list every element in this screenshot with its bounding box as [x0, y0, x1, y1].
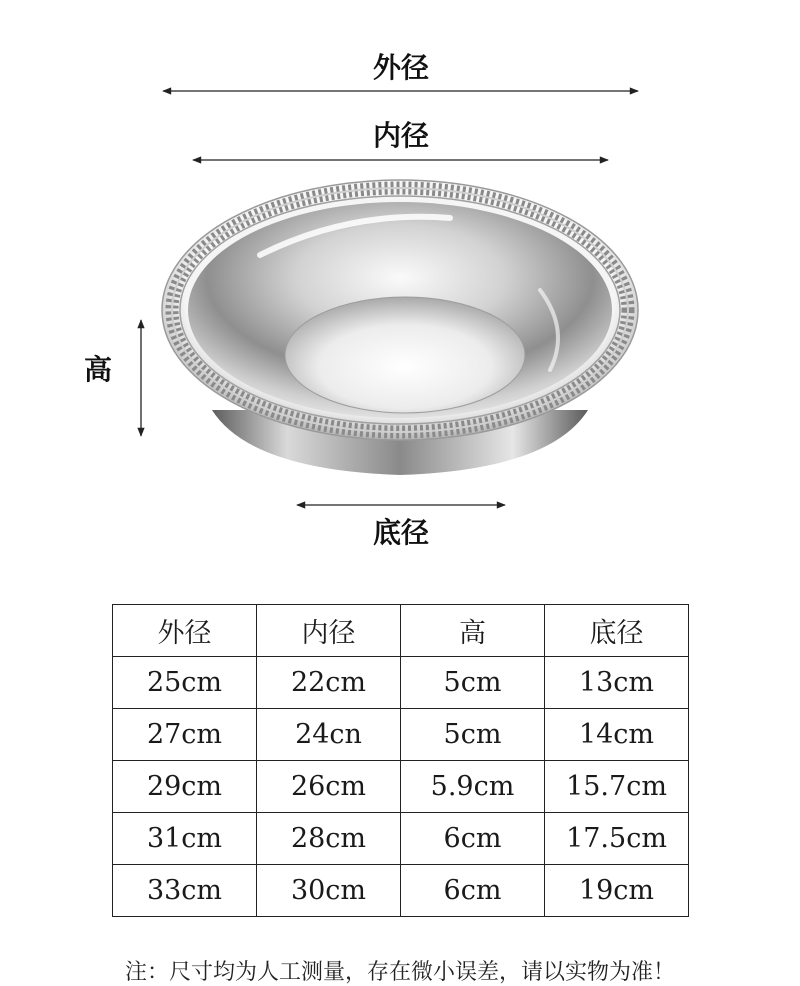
cell-outer: 27cm — [113, 709, 257, 761]
cell-outer: 25cm — [113, 657, 257, 709]
header-base-diameter: 底径 — [545, 605, 689, 657]
header-inner-diameter: 内径 — [257, 605, 401, 657]
table-header-row — [113, 605, 689, 657]
steel-bowl-image — [150, 170, 650, 490]
cell-height: 5cm — [401, 657, 545, 709]
cell-inner: 30cm — [257, 865, 401, 917]
size-table — [112, 604, 689, 917]
table-row — [113, 657, 689, 709]
cell-inner: 24cn — [257, 709, 401, 761]
cell-base: 14cm — [545, 709, 689, 761]
cell-inner: 28cm — [257, 813, 401, 865]
inner-diameter-label: 内径 — [373, 119, 430, 152]
cell-base: 13cm — [545, 657, 689, 709]
cell-base: 15.7cm — [545, 761, 689, 813]
header-outer-diameter: 外径 — [113, 605, 257, 657]
cell-height: 5.9cm — [401, 761, 545, 813]
cell-outer: 29cm — [113, 761, 257, 813]
height-label: 高 — [84, 353, 113, 386]
header-height: 高 — [401, 605, 545, 657]
cell-height: 5cm — [401, 709, 545, 761]
cell-height: 6cm — [401, 813, 545, 865]
measurement-note: 注：尺寸均为人工测量，存在微小误差，请以实物为准！ — [124, 960, 675, 985]
cell-inner: 26cm — [257, 761, 401, 813]
table-row — [113, 761, 689, 813]
base-diameter-label: 底径 — [373, 516, 430, 549]
cell-height: 6cm — [401, 865, 545, 917]
table-row — [113, 865, 689, 917]
cell-base: 19cm — [545, 865, 689, 917]
cell-base: 17.5cm — [545, 813, 689, 865]
cell-outer: 31cm — [113, 813, 257, 865]
cell-outer: 33cm — [113, 865, 257, 917]
table-row — [113, 709, 689, 761]
cell-inner: 22cm — [257, 657, 401, 709]
outer-diameter-label: 外径 — [373, 51, 430, 84]
table-row — [113, 813, 689, 865]
